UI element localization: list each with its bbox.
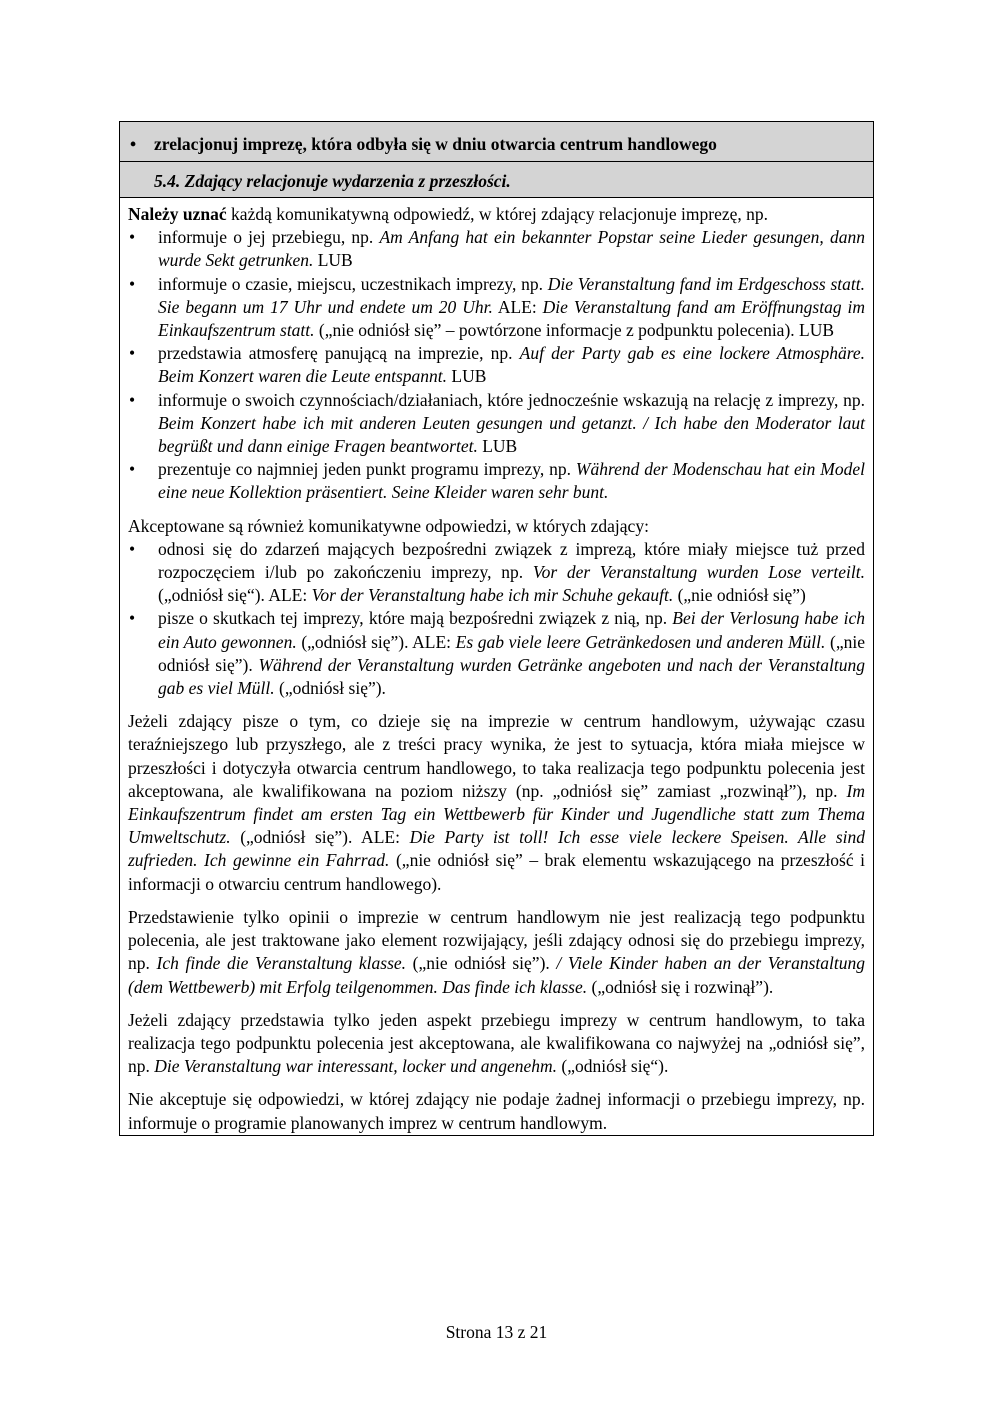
- criterion-header: 5.4. Zdający relacjonuje wydarzenia z przeszłości.: [120, 162, 873, 198]
- scoring-guidelines: [120, 198, 873, 1135]
- list-item: • prezentuje co najmniej jeden punkt programu imprezy, np. Während der Modenschau hat ein Model eine neue Kollektion präsentiert. Seine Kleider waren sehr bunt.: [128, 458, 865, 504]
- bullet-icon: •: [130, 134, 137, 154]
- list-item: • pisze o skutkach tej imprezy, które mają bezpośredni związek z nią, np. Bei der Verlosung habe ich ein Auto gewonnen. („odniósł się”). ALE: Es gab viele leere Getränkedosen und anderen Müll. („nie odniósł się”). Während der Veranstaltung wurden Getränke angeboten und nach der Veranstaltung gab es viel Müll. („odniósł się”).: [128, 607, 865, 700]
- section1-list: [128, 226, 865, 504]
- section3-paragraph: Jeżeli zdający pisze o tym, co dzieje się na imprezie w centrum handlowym, używając czasu teraźniejszego lub przyszłego, ale z treści pracy wynika, że jest to sytuacja, która miała miejsce w przeszłości i dotyczyła otwarcia centrum handlowego, to taka realizacja tego podpunktu polecenia jest akceptowana, ale kwalifikowana na poziom niższy (np. „odniósł się” zamiast „rozwinął”), np. Im Einkaufszentrum findet am ersten Tag ein Wettbewerb für Kinder und Jugendliche statt zum Thema Umweltschutz. („odniósł się”). ALE: Die Party ist toll! Ich esse viele leckere Speisen. Alle sind zufrieden. Ich gewinne ein Fahrrad. („nie odniósł się” – brak elementu wskazującego na przeszłość i informacji o otwarciu centrum handlowego).: [128, 711, 865, 894]
- section1-intro: Należy uznać każdą komunikatywną odpowiedź, w której zdający relacjonuje imprezę, np.: [128, 204, 768, 224]
- page-number: Strona 13 z 21: [445, 1322, 548, 1342]
- section5-paragraph: Jeżeli zdający przedstawia tylko jeden aspekt przebiegu imprezy w centrum handlowym, to taka realizacja tego podpunktu polecenia jest akceptowana, ale kwalifikowana co najwyżej na „odniósł się”, np. Die Veranstaltung war interessant, locker und angenehm. („odniósł się“).: [128, 1009, 865, 1077]
- list-item: • informuje o czasie, miejscu, uczestnikach imprezy, np. Die Veranstaltung fand im Erdgeschoss statt. Sie begann um 17 Uhr und endete um 20 Uhr. ALE: Die Veranstaltung fand am Eröffnungstag im Einkaufszentrum statt. („nie odniósł się” – powtórzone informacje z podpunktu polecenia). LUB: [128, 273, 865, 343]
- list-item: • odnosi się do zdarzeń mających bezpośredni związek z imprezą, które miały miejsce tuż przed rozpoczęciem i/lub po zakończeniu imprezy, np. Vor der Veranstaltung wurden Lose verteilt. („odniósł się“). ALE: Vor der Veranstaltung habe ich mir Schuhe gekauft. („nie odniósł się”): [128, 538, 865, 608]
- section2-intro: Akceptowane są również komunikatywne odpowiedzi, w których zdający:: [128, 515, 649, 536]
- list-item: • informuje o jej przebiegu, np. Am Anfang hat ein bekannter Popstar seine Lieder gesungen, dann wurde Sekt getrunken. LUB: [128, 226, 865, 272]
- list-item: • informuje o swoich czynnościach/działaniach, które jednocześnie wskazują na relację z imprezy, np. Beim Konzert habe ich mit anderen Leuten gesungen und getanzt. / Ich habe den Moderator laut begrüßt und dann einige Fragen beantwortet. LUB: [128, 389, 865, 459]
- scoring-table: [119, 121, 874, 1136]
- section2-list: [128, 538, 865, 700]
- section6-paragraph: Nie akceptuje się odpowiedzi, w której zdający nie podaje żadnej informacji o przebiegu imprezy, np. informuje o programie planowanych imprez w centrum handlowym.: [128, 1089, 865, 1133]
- task-bullet-header: • zrelacjonuj imprezę, która odbyła się w dniu otwarcia centrum handlowego: [120, 122, 873, 162]
- list-item: • przedstawia atmosferę panującą na imprezie, np. Auf der Party gab es eine lockere Atmosphäre. Beim Konzert waren die Leute entspannt. LUB: [128, 342, 865, 388]
- section4-paragraph: Przedstawienie tylko opinii o imprezie w centrum handlowym nie jest realizacją tego podpunktu polecenia, ale jest traktowane jako element rozwijający, jeśli zdający odnosi się do przebiegu imprezy, np. Ich finde die Veranstaltung klasse. („nie odniósł się”). / Viele Kinder haben an der Veranstaltung (dem Wettbewerb) mit Erfolg teilgenommen. Das finde ich klasse. („odniósł się i rozwinął”).: [128, 906, 866, 997]
